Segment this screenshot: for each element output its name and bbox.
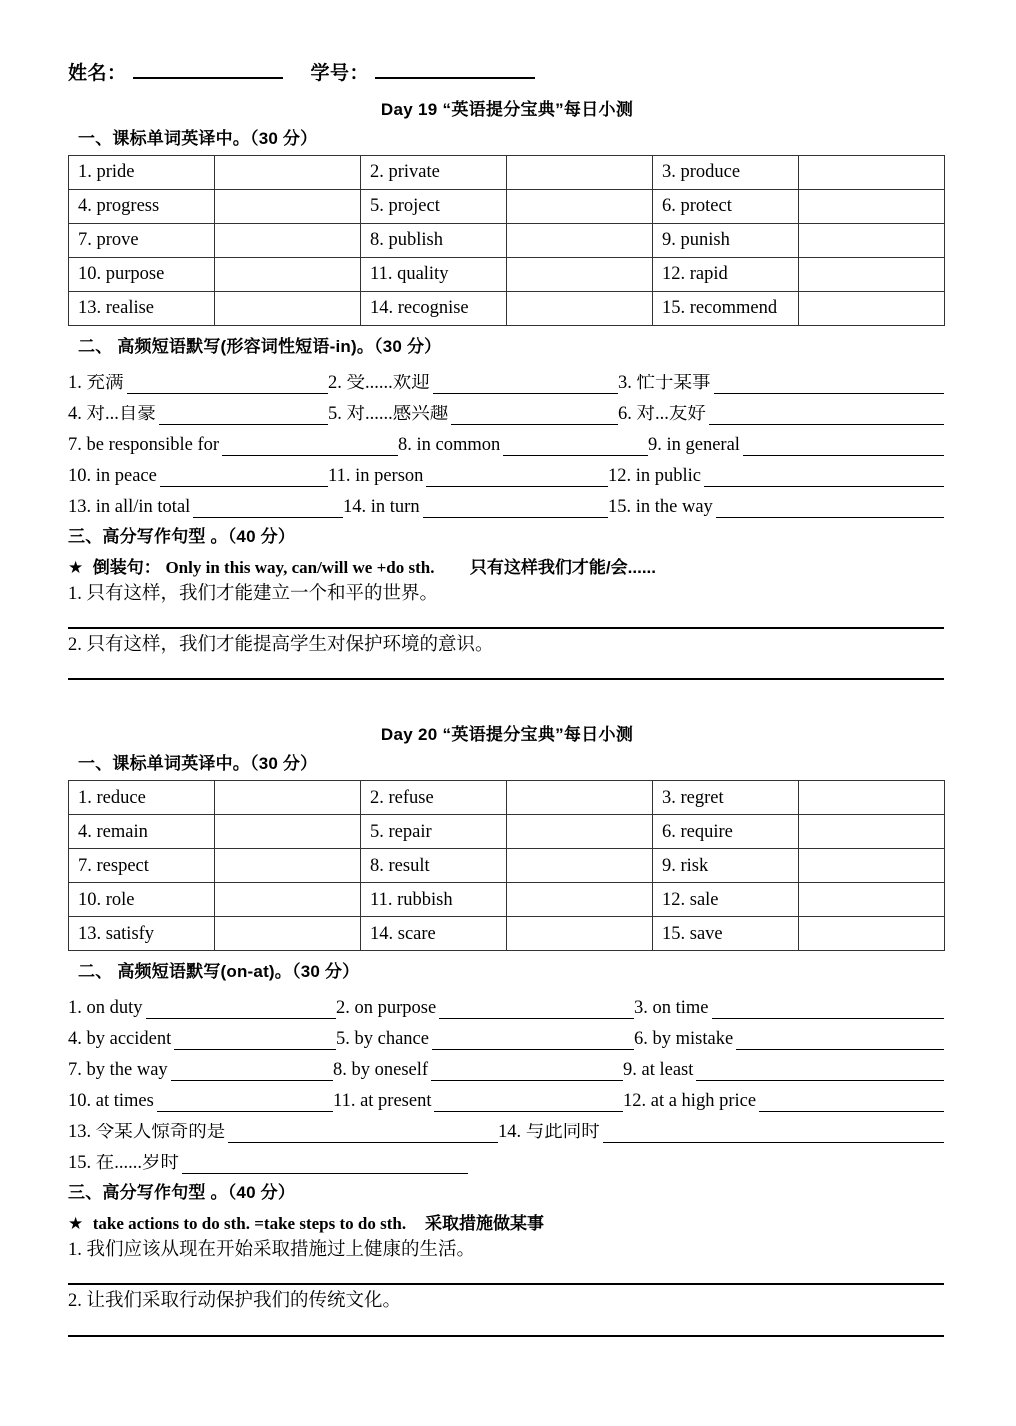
phrase-blank[interactable] [171,1064,333,1081]
phrase-item [618,405,944,426]
phrase-label: 8. in common [398,435,501,455]
answer-cell[interactable] [215,292,361,326]
phrase-label: 2. 受......欢迎 [328,373,430,393]
writing-answer-blank[interactable] [68,1335,944,1337]
phrase-list-19 [68,363,946,518]
word-cell: 8. publish [361,224,507,258]
phrase-label: 7. be responsible for [68,435,220,455]
word-cell: 12. rapid [653,258,799,292]
phrase-label: 10. at times [68,1091,154,1111]
answer-cell[interactable] [799,815,945,849]
phrase-label: 6. by mistake [634,1029,734,1049]
answer-cell[interactable] [507,292,653,326]
phrase-blank[interactable] [127,377,328,394]
word-cell: 8. result [361,849,507,883]
phrase-label: 1. on duty [68,998,143,1018]
phrase-row [68,1143,944,1174]
phrase-item [328,405,618,426]
day-title-20: Day 20 “英语提分宝典”每日小测 [380,725,634,745]
phrase-item [634,999,944,1020]
phrase-label: 10. in peace [68,466,157,486]
name-blank[interactable] [133,77,283,79]
writing-answer-blank[interactable] [68,627,944,629]
word-cell: 5. repair [361,815,507,849]
phrase-item [328,374,618,395]
answer-cell[interactable] [215,781,361,815]
phrase-item [608,498,944,519]
answer-cell[interactable] [215,883,361,917]
table-row [69,292,945,326]
phrase-label: 11. in person [328,466,424,486]
phrase-item [336,999,634,1020]
word-cell: 7. prove [69,224,215,258]
phrase-blank[interactable] [182,1157,468,1174]
word-cell: 5. project [361,190,507,224]
phrase-row [68,1050,944,1081]
day-title-19: Day 19 “英语提分宝典”每日小测 [380,100,634,119]
pattern-cn-meaning: 只有这样我们才能/会...... [469,558,656,577]
phrase-blank[interactable] [193,501,343,518]
phrase-item [343,498,608,519]
phrase-item [68,1030,336,1051]
writing-question: 1. 只有这样，我们才能建立一个和平的世界。 [68,584,439,604]
word-cell: 15. save [653,917,799,951]
phrase-blank[interactable] [157,1095,333,1112]
phrase-item [618,374,944,395]
phrase-label: 5. 对......感兴趣 [328,404,449,424]
phrase-item [336,1030,634,1051]
phrase-label: 15. in the way [608,497,713,517]
phrase-item [68,1061,333,1082]
phrase-row [68,456,944,487]
table-row [69,917,945,951]
phrase-blank[interactable] [432,1033,634,1050]
phrase-label: 13. in all/in total [68,497,191,517]
phrase-item [498,1123,944,1144]
phrase-blank[interactable] [696,1064,944,1081]
word-cell: 11. rubbish [361,883,507,917]
word-cell: 15. recommend [653,292,799,326]
pattern-cn-meaning: 采取措施做某事 [425,1214,544,1234]
phrase-blank[interactable] [603,1126,944,1143]
word-cell: 1. pride [69,156,215,190]
phrase-label: 3. on time [634,998,709,1018]
word-cell: 9. punish [653,224,799,258]
answer-cell[interactable] [799,190,945,224]
phrase-blank[interactable] [423,501,608,518]
phrase-blank[interactable] [159,408,328,425]
word-cell: 4. progress [69,190,215,224]
phrase-label: 3. 忙于某事 [618,373,711,393]
word-cell: 14. scare [361,917,507,951]
day-block-20 [68,720,946,1336]
phrase-blank[interactable] [146,1002,336,1019]
phrase-item [68,999,336,1020]
writing-question: 1. 我们应该从现在开始采取措施过上健康的生活。 [68,1240,476,1261]
word-cell: 2. refuse [361,781,507,815]
phrase-blank[interactable] [704,470,944,487]
table-row [69,849,945,883]
phrase-row [68,425,944,456]
phrase-blank[interactable] [503,439,648,456]
phrase-item [608,467,944,488]
word-cell: 1. reduce [69,781,215,815]
answer-cell[interactable] [507,883,653,917]
section-heading-19-1: 一、课标单词英译中。（30 分） [78,129,318,148]
phrase-blank[interactable] [743,439,944,456]
phrase-item [68,436,398,457]
phrase-blank[interactable] [433,377,618,394]
answer-cell[interactable] [215,917,361,951]
phrase-blank[interactable] [174,1033,336,1050]
phrase-item [634,1030,944,1051]
word-cell: 3. produce [653,156,799,190]
phrase-label: 14. 与此同时 [498,1122,600,1142]
phrase-item [68,498,343,519]
section-heading-20-2: 二、 高频短语默写(on-at)。（30 分） [78,962,360,982]
student-info-line [68,58,946,85]
phrase-label: 8. by oneself [333,1060,429,1080]
pattern-en: take actions to do sth. =take steps to do sth. [92,1214,407,1234]
phrase-row [68,1081,944,1112]
phrase-label: 4. by accident [68,1029,172,1049]
answer-cell[interactable] [799,292,945,326]
phrase-item [68,374,328,395]
phrase-blank[interactable] [222,439,398,456]
phrase-blank[interactable] [712,1002,944,1019]
phrase-blank[interactable] [431,1064,623,1081]
phrase-row [68,988,944,1019]
table-row [69,883,945,917]
writing-pattern-20 [68,1209,946,1234]
answer-cell[interactable] [215,815,361,849]
phrase-blank[interactable] [451,408,618,425]
answer-cell[interactable] [215,224,361,258]
answer-cell[interactable] [507,849,653,883]
phrase-item [68,1154,468,1175]
phrase-blank[interactable] [759,1095,944,1112]
word-cell: 4. remain [69,815,215,849]
section-heading-19-3: 三、高分写作句型 。（40 分） [68,527,296,546]
phrase-label: 7. by the way [68,1060,168,1080]
table-row [69,781,945,815]
pattern-en: Only in this way, can/will we +do sth. [165,558,435,577]
answer-cell[interactable] [507,190,653,224]
word-cell: 6. require [653,815,799,849]
phrase-item [648,436,944,457]
answer-cell[interactable] [799,917,945,951]
phrase-label: 12. in public [608,466,702,486]
answer-cell[interactable] [507,781,653,815]
word-cell: 10. purpose [69,258,215,292]
phrase-label: 15. 在......岁时 [68,1153,180,1173]
phrase-item [398,436,648,457]
phrase-label: 4. 对...自豪 [68,404,156,424]
phrase-item [333,1061,623,1082]
phrase-item [623,1092,944,1113]
name-label: 姓名： [68,63,127,84]
word-cell: 2. private [361,156,507,190]
answer-cell[interactable] [507,917,653,951]
phrase-blank[interactable] [439,1002,634,1019]
phrase-label: 6. 对...友好 [618,404,706,424]
day-block-19 [68,95,946,680]
phrase-row [68,394,944,425]
phrase-blank[interactable] [709,408,944,425]
word-cell: 11. quality [361,258,507,292]
word-cell: 13. realise [69,292,215,326]
answer-cell[interactable] [507,156,653,190]
phrase-label: 1. 充满 [68,373,124,393]
day-separator [68,680,946,710]
answer-cell[interactable] [215,258,361,292]
answer-cell[interactable] [215,156,361,190]
phrase-item [623,1061,944,1082]
answer-cell[interactable] [507,258,653,292]
writing-question: 2. 只有这样，我们才能提高学生对保护环境的意识。 [68,635,494,656]
phrase-blank[interactable] [228,1126,498,1143]
word-cell: 12. sale [653,883,799,917]
phrase-item [68,1092,333,1113]
phrase-item [68,1123,498,1144]
word-cell: 10. role [69,883,215,917]
phrase-label: 13. 令某人惊奇的是 [68,1122,226,1142]
phrase-label: 11. at present [333,1091,432,1111]
word-cell: 7. respect [69,849,215,883]
star-icon: ★ [68,558,84,577]
word-cell: 6. protect [653,190,799,224]
answer-cell[interactable] [799,224,945,258]
phrase-row [68,1019,944,1050]
student-id-blank[interactable] [375,77,535,79]
phrase-blank[interactable] [160,470,328,487]
answer-cell[interactable] [799,258,945,292]
phrase-item [328,467,608,488]
phrase-row [68,487,944,518]
phrase-label: 12. at a high price [623,1091,757,1111]
phrase-row [68,363,944,394]
phrase-label: 9. in general [648,435,740,455]
writing-pattern-19 [68,553,946,578]
table-row [69,258,945,292]
phrase-row [68,1112,944,1143]
answer-cell[interactable] [799,849,945,883]
phrase-label: 9. at least [623,1060,694,1080]
star-icon: ★ [68,1214,84,1234]
answer-cell[interactable] [507,815,653,849]
writing-question: 2. 让我们采取行动保护我们的传统文化。 [68,1291,402,1312]
phrase-label: 14. in turn [343,497,420,517]
section-heading-20-3: 三、高分写作句型 。（40 分） [68,1183,296,1203]
phrase-label: 2. on purpose [336,998,437,1018]
answer-cell[interactable] [799,781,945,815]
word-cell: 14. recognise [361,292,507,326]
answer-cell[interactable] [507,224,653,258]
student-id-label: 学号： [310,63,370,84]
phrase-blank[interactable] [434,1095,623,1112]
word-cell: 9. risk [653,849,799,883]
phrase-blank[interactable] [716,501,944,518]
phrase-blank[interactable] [714,377,944,394]
table-row [69,815,945,849]
phrase-item [333,1092,623,1113]
section-heading-20-1: 一、课标单词英译中。（30 分） [78,754,318,774]
word-cell: 13. satisfy [69,917,215,951]
section-heading-19-2: 二、 高频短语默写(形容词性短语-in)。（30 分） [78,337,442,356]
word-cell: 3. regret [653,781,799,815]
table-row [69,224,945,258]
phrase-list-20 [68,988,946,1174]
writing-answer-blank[interactable] [68,1283,944,1285]
table-row [69,190,945,224]
answer-cell[interactable] [799,883,945,917]
answer-cell[interactable] [215,849,361,883]
phrase-item [68,467,328,488]
phrase-blank[interactable] [736,1033,944,1050]
word-table-19 [68,155,945,326]
word-table-20 [68,780,945,951]
phrase-blank[interactable] [426,470,608,487]
answer-cell[interactable] [215,190,361,224]
table-row [69,156,945,190]
answer-cell[interactable] [799,156,945,190]
pattern-cn-label: 倒装句： [92,558,161,577]
phrase-item [68,405,328,426]
phrase-label: 5. by chance [336,1029,429,1049]
